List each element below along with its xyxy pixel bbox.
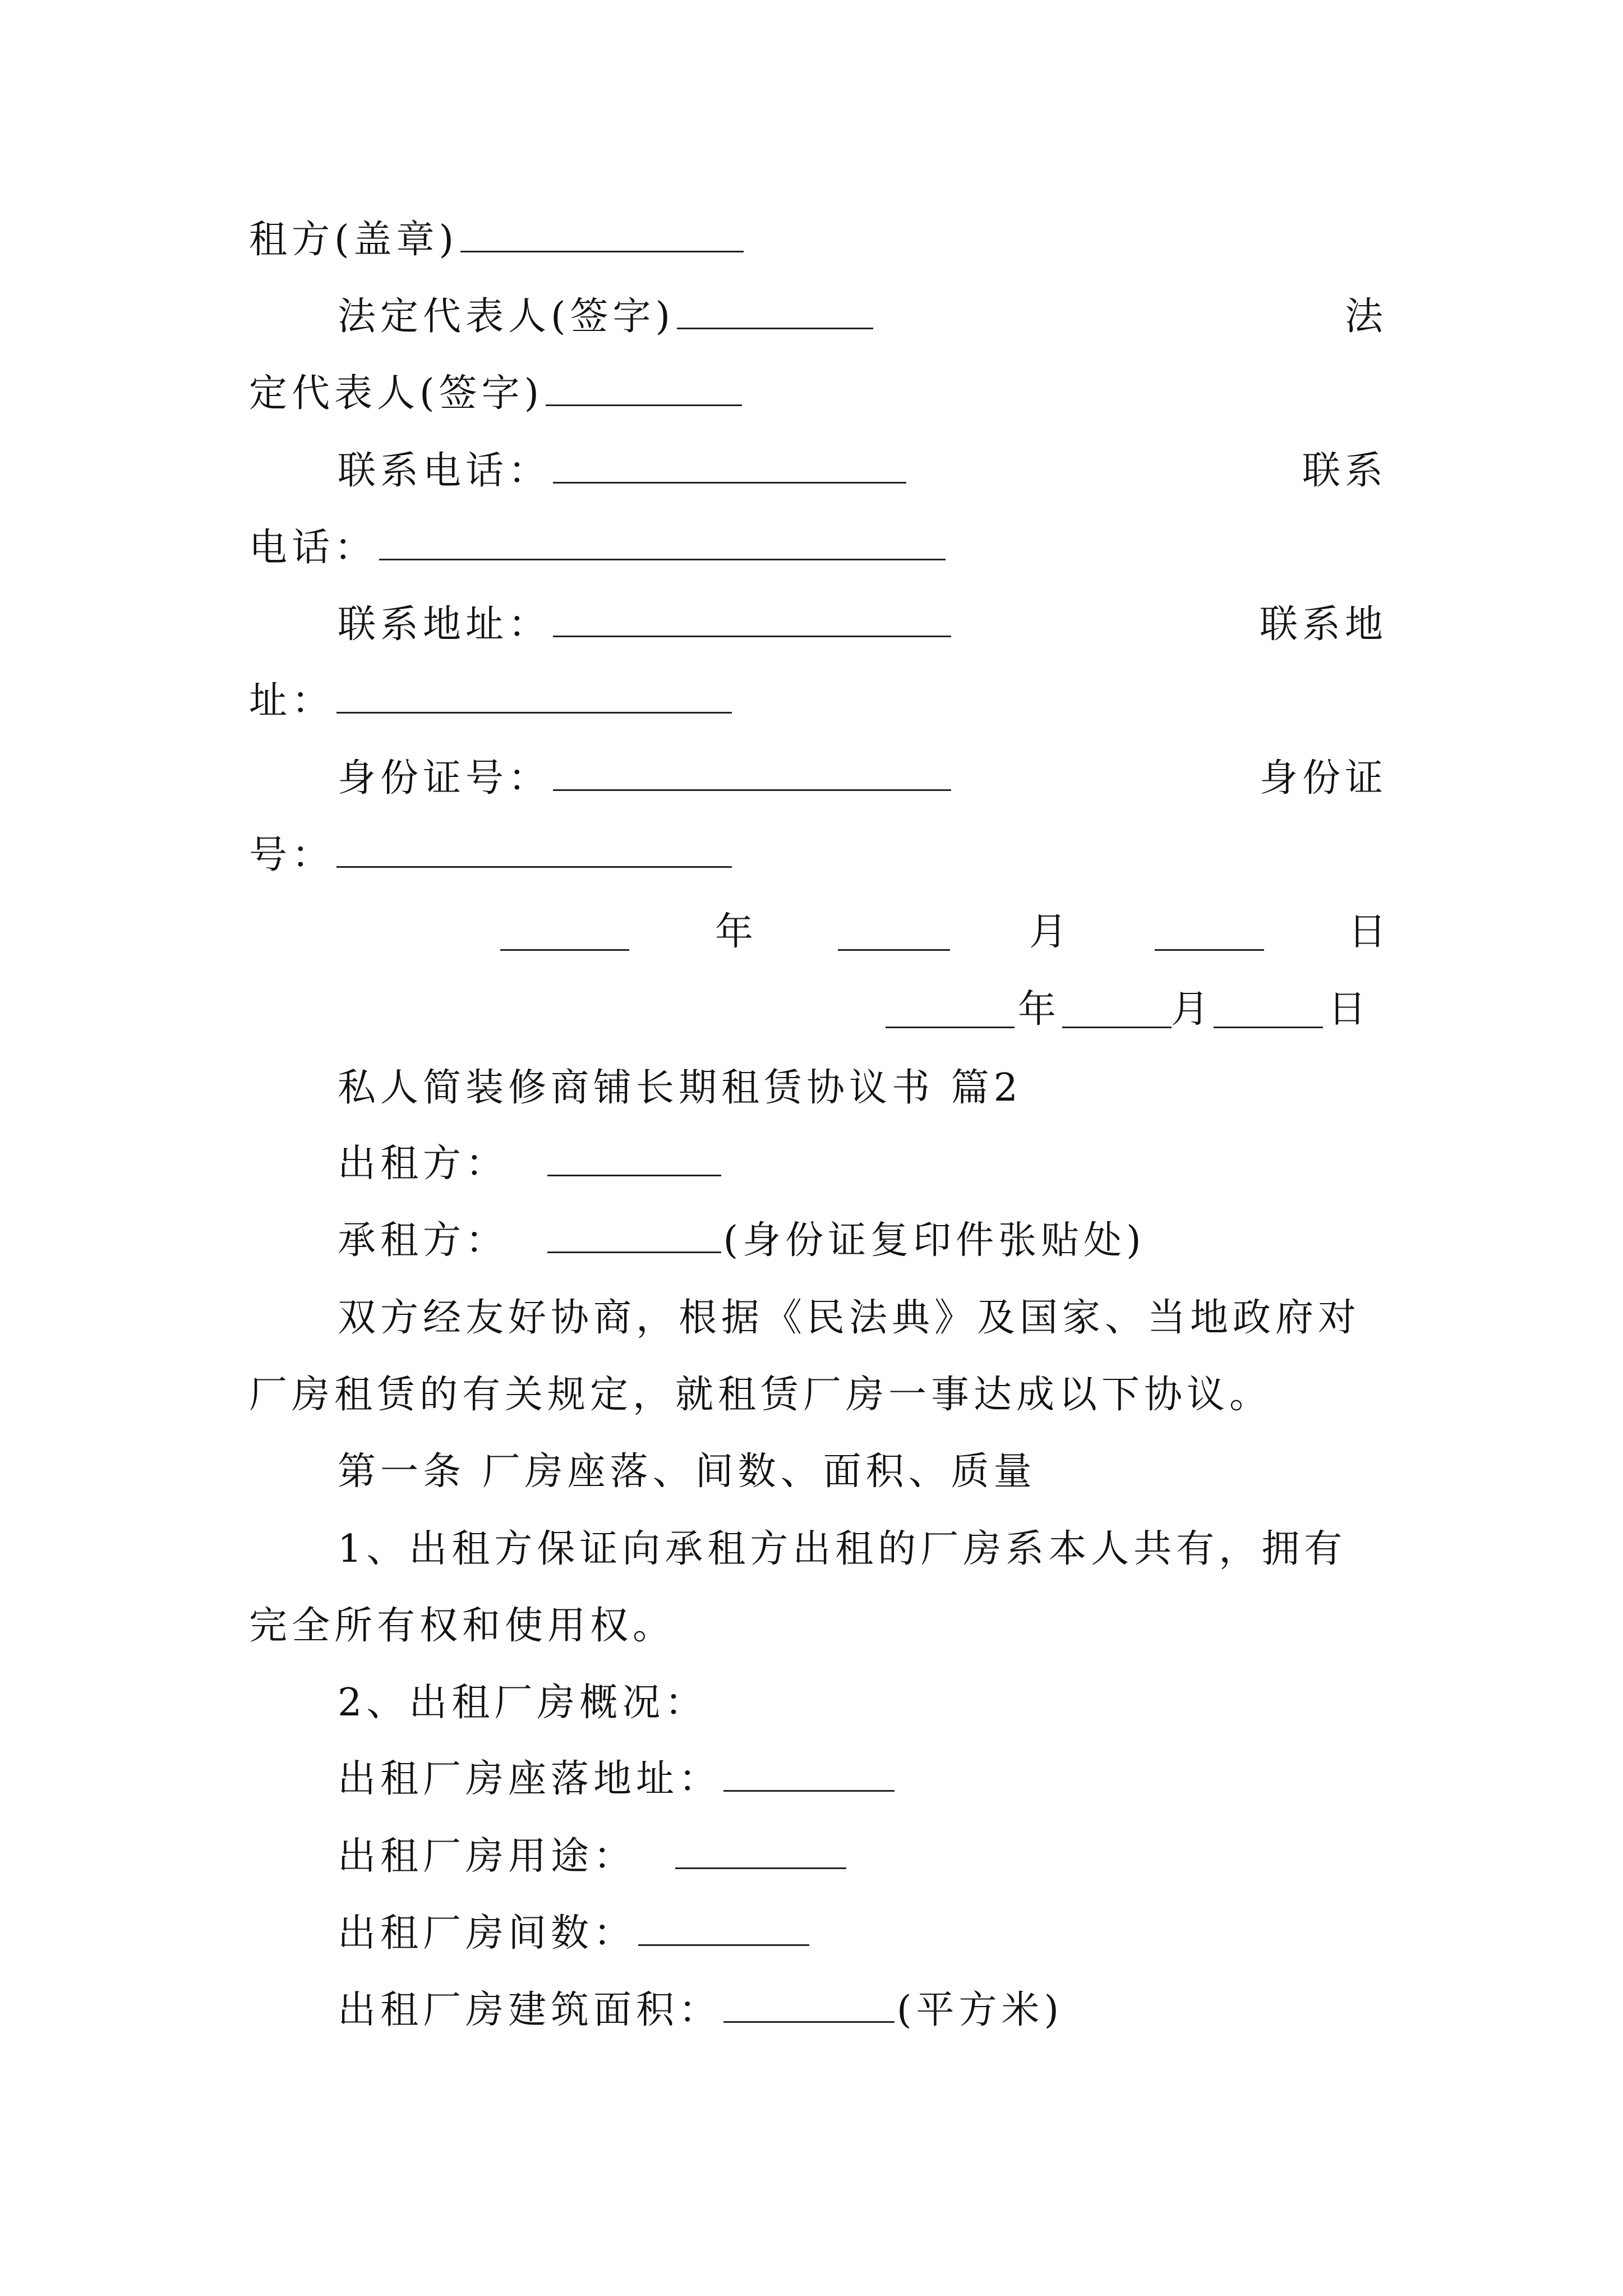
item1-line-1 [249,1521,1387,1577]
article1-heading [249,1444,1387,1500]
address-blank [553,601,951,637]
date2-day-blank [1214,992,1323,1028]
phone-label: 联系电话： [338,449,551,493]
para1-text-2: 厂房租赁的有关规定，就租赁厂房一事达成以下协议。 [249,1373,1272,1417]
legal-rep-blank-2 [546,370,742,406]
date1-month-blank [838,914,950,951]
section-title [249,1060,1387,1116]
item1-line-2 [249,1598,1387,1654]
plant-area-line [249,1982,1387,2039]
id-blank-2 [336,831,732,868]
id-line [249,751,1387,807]
address-right-label: 联系地 [1259,602,1387,647]
para1-line-2 [249,1367,1387,1423]
date2-month-blank [1062,992,1172,1028]
plant-usage-label: 出租厂房用途： [338,1834,637,1879]
phone-blank-2 [379,524,946,560]
para1-line-1 [249,1290,1387,1346]
para1-text-1: 双方经友好协商，根据《民法典》及国家、当地政府对 [338,1296,1361,1340]
date1-month-label: 月 [1029,910,1068,954]
legal-rep-label-2: 定代表人(签字) [249,371,544,416]
date1-year-label: 年 [715,910,754,954]
id-right-label: 身份证 [1259,756,1387,800]
plant-usage-line [249,1829,1387,1885]
lessee-note: (身份证复印件张贴处) [723,1218,1146,1263]
lessee-label: 承租方： [338,1218,509,1263]
lessee-seal-line [249,212,1387,268]
plant-area-unit: (平方米) [897,1988,1064,2032]
address-line-2 [249,673,1387,729]
plant-rooms-label: 出租厂房间数： [338,1911,637,1955]
phone-right-label: 联系 [1302,449,1387,493]
lessor-line [249,1136,1387,1192]
item2-line [249,1675,1387,1731]
date2-month-label: 月 [1171,987,1210,1032]
date1-day-label: 日 [1348,910,1387,954]
legal-rep-blank [677,293,873,329]
legal-rep-line-2 [249,366,1387,422]
plant-rooms-blank [638,1910,809,1946]
id-blank [553,754,951,791]
legal-rep-label: 法定代表人(签字) [338,295,675,339]
date-row-1 [0,904,1623,960]
legal-rep-line [249,289,1387,345]
date1-year-blank [500,914,629,951]
address-blank-2 [336,677,732,714]
plant-address-line [249,1751,1387,1807]
plant-address-blank [723,1755,895,1792]
plant-usage-blank [675,1833,846,1869]
address-line [249,597,1387,653]
item2-text: 2、出租厂房概况： [338,1681,708,1725]
item1-text-1: 1、出租方保证向承租方出租的厂房系本人共有，拥有 [338,1527,1347,1571]
plant-rooms-line [249,1906,1387,1962]
legal-rep-right-label: 法 [1344,295,1387,339]
phone-line [249,443,1387,499]
plant-area-blank [723,1986,895,2023]
id-label: 身份证号： [338,756,551,800]
lessor-blank [547,1140,721,1176]
date1-day-blank [1155,914,1264,951]
article1-text: 第一条 厂房座落、间数、面积、质量 [338,1450,1036,1494]
id-line-2 [249,827,1387,884]
plant-area-label: 出租厂房建筑面积： [338,1988,722,2032]
id-label-2: 号： [249,833,335,877]
phone-line-2 [249,520,1387,576]
lessee-blank [547,1217,721,1253]
plant-address-label: 出租厂房座落地址： [338,1757,722,1801]
date2-year-blank [886,992,1015,1028]
lessee-seal-blank [460,216,744,252]
date2-year-label: 年 [1018,987,1057,1032]
lessor-label: 出租方： [338,1142,509,1186]
phone-blank [553,447,906,484]
date2-day-label: 日 [1328,987,1367,1032]
phone-label-2: 电话： [249,526,377,570]
lessee-line [249,1213,1387,1269]
lessee-seal-label: 租方(盖章) [249,218,459,262]
address-label: 联系地址： [338,602,551,647]
item1-text-2: 完全所有权和使用权。 [249,1604,676,1648]
address-label-2: 址： [249,679,335,723]
date-row-2 [0,982,1623,1038]
section-title-text: 私人简装修商铺长期租赁协议书 篇2 [338,1066,1022,1110]
